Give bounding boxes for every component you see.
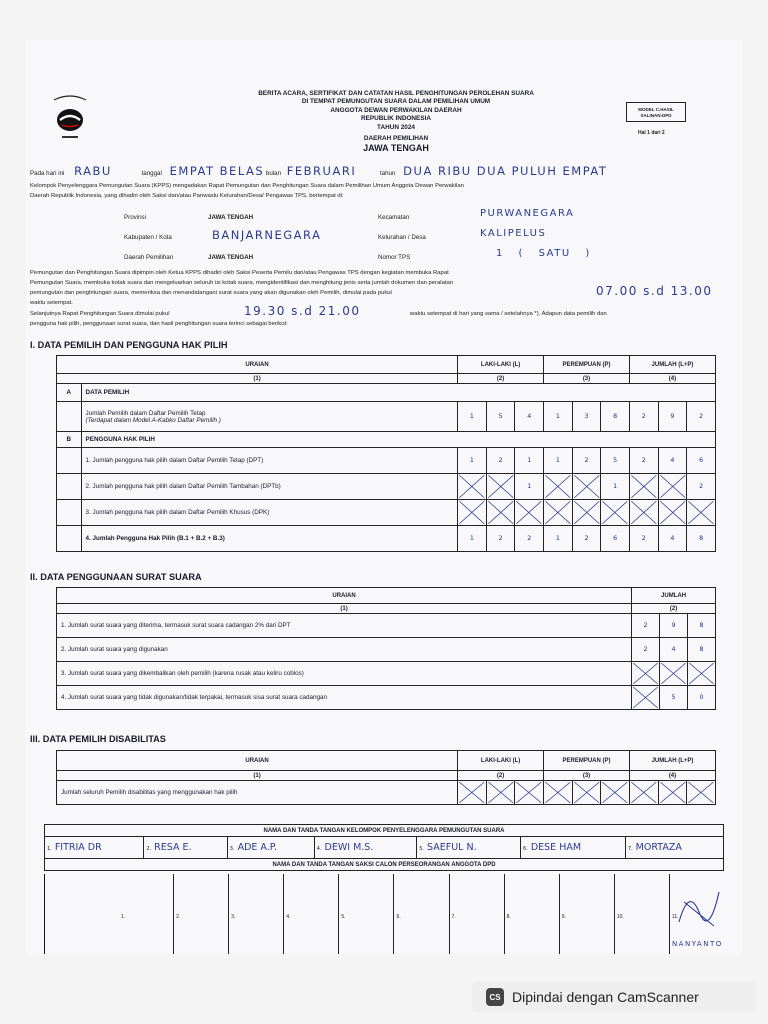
saksi-cell[interactable]: 10.	[615, 874, 670, 954]
tps-label: Nomor TPS	[378, 254, 411, 261]
kpps-signature[interactable]: 5. SAEFUL N.	[417, 837, 521, 859]
digit-cell[interactable]: 2	[687, 474, 716, 500]
crossed-cell	[601, 500, 630, 526]
intro-text-2: Daerah Republik Indonesia, yang dihadiri oleh Saksi dan/atau Panwaslu Kelurahan/Desa/ Pengawas TPS, bertempat di:	[30, 193, 344, 199]
cross-mark-icon	[487, 781, 515, 804]
cross-mark-icon	[687, 500, 715, 525]
row-label: 4. Jumlah Pengguna Hak Pilih (B.1 + B.2 + B.3)	[81, 526, 458, 552]
crossed-cell	[572, 474, 601, 500]
kelurahan-label: Kelurahan / Desa	[378, 234, 426, 241]
table-surat-suara	[56, 587, 716, 710]
table-row	[57, 402, 716, 432]
digit-cell[interactable]: 9	[658, 402, 687, 432]
table-row	[57, 448, 716, 474]
digit-cell[interactable]: 8	[601, 402, 630, 432]
digit-cell[interactable]: 2	[629, 448, 658, 474]
crossed-cell	[458, 500, 487, 526]
digit-cell[interactable]: 8	[688, 614, 716, 638]
digit-cell[interactable]: 3	[572, 402, 601, 432]
cross-mark-icon	[601, 500, 629, 525]
para-time-2: 19.30 s.d 21.00	[244, 304, 361, 318]
daerah-value: JAWA TENGAH	[208, 254, 254, 261]
cross-mark-icon	[630, 500, 658, 525]
saksi-cell[interactable]: 11. NANYANTO	[670, 874, 724, 954]
cross-mark-icon	[544, 474, 572, 499]
crossed-cell	[632, 662, 660, 686]
signature-scribble	[674, 882, 724, 932]
col-uraian: URAIAN	[57, 588, 632, 604]
row-label: 1. Jumlah surat suara yang diterima, termasuk surat suara cadangan 2% dari DPT	[57, 614, 632, 638]
cross-mark-icon	[659, 781, 687, 804]
saksi-cell[interactable]: 3.	[229, 874, 284, 954]
digit-cell[interactable]: 5	[660, 686, 688, 710]
digit-cell[interactable]: 2	[486, 448, 515, 474]
digit-cell[interactable]: 1	[515, 474, 544, 500]
col-laki: LAKI-LAKI (L)	[458, 356, 544, 374]
crossed-cell	[458, 781, 487, 805]
crossed-cell	[486, 474, 515, 500]
section-code: A	[57, 384, 82, 402]
digit-cell[interactable]: 6	[601, 526, 630, 552]
row-label: 2. Jumlah pengguna hak pilih dalam Daftar Pemilih Tambahan (DPTb)	[81, 474, 458, 500]
table-row	[57, 474, 716, 500]
col-num: (1)	[57, 771, 458, 781]
cross-mark-icon	[688, 662, 715, 685]
cross-mark-icon	[601, 781, 629, 804]
table-row	[57, 614, 716, 638]
section-1-title: I. DATA PEMILIH DAN PENGGUNA HAK PILIH	[30, 340, 228, 350]
crossed-cell	[658, 781, 687, 805]
kpps-signature[interactable]: 2. RESA E.	[144, 837, 227, 859]
crossed-cell	[544, 474, 573, 500]
cross-mark-icon	[573, 500, 601, 525]
cross-mark-icon	[487, 500, 515, 525]
digit-cell[interactable]: 1	[458, 402, 487, 432]
digit-cell[interactable]: 1	[515, 448, 544, 474]
scanned-document	[26, 40, 742, 954]
cross-mark-icon	[573, 781, 601, 804]
digit-cell[interactable]: 8	[688, 638, 716, 662]
kpps-title: NAMA DAN TANDA TANGAN KELOMPOK PENYELENGGARA PEMUNGUTAN SUARA	[45, 825, 724, 837]
crossed-cell	[687, 781, 716, 805]
para-line-1: Pemungutan dan Penghitungan Suara dipimpin oleh Ketua KPPS dihadiri oleh Saksi Peserta Pemilu dan/atau Pengawas TPS dengan kegiatan membuka Rapat	[30, 270, 449, 276]
provinsi-label: Provinsi	[124, 214, 147, 221]
cross-mark-icon	[544, 500, 572, 525]
cross-mark-icon	[660, 662, 687, 685]
saksi-cell[interactable]: 6.	[394, 874, 449, 954]
crossed-cell	[544, 781, 573, 805]
crossed-cell	[688, 662, 716, 686]
crossed-cell	[572, 500, 601, 526]
table-row	[57, 781, 716, 805]
crossed-cell	[572, 781, 601, 805]
cross-mark-icon	[458, 781, 486, 804]
cross-mark-icon	[544, 781, 572, 804]
digit-cell[interactable]: 9	[660, 614, 688, 638]
row-label: Jumlah Pemilih dalam Daftar Pemilih Tetap (Terdapat dalam Model A-Kabko Daftar Pemilih )	[81, 402, 458, 432]
para-line-3: pemungutan dan penghitungan suara, memeriksa dan menandatangani surat suara yang akan digunakan oleh Pemilih, dimulai pada pukul	[30, 290, 392, 296]
saksi-cell[interactable]: 4.	[284, 874, 339, 954]
crossed-cell	[632, 686, 660, 710]
kelurahan-value: KALIPELUS	[480, 228, 547, 239]
digit-cell[interactable]: 4	[660, 638, 688, 662]
cross-mark-icon	[632, 662, 659, 685]
digit-cell[interactable]: 2	[687, 402, 716, 432]
table-row	[57, 638, 716, 662]
table-disabilitas	[56, 750, 716, 805]
crossed-cell	[515, 781, 544, 805]
cross-mark-icon	[573, 474, 601, 499]
digit-cell[interactable]: 2	[486, 526, 515, 552]
signature-table	[44, 824, 724, 871]
digit-cell[interactable]: 5	[601, 448, 630, 474]
digit-cell[interactable]: 8	[687, 526, 716, 552]
kpps-signature[interactable]: 4. DEWI M.S.	[314, 837, 417, 859]
digit-cell[interactable]: 2	[629, 526, 658, 552]
provinsi-value: JAWA TENGAH	[208, 214, 254, 221]
kpps-signature[interactable]: 3. ADE A.P.	[227, 837, 314, 859]
crossed-cell	[658, 500, 687, 526]
kecamatan-label: Kecamatan	[378, 214, 410, 221]
crossed-cell	[515, 500, 544, 526]
col-uraian: URAIAN	[57, 356, 458, 374]
table-data-pemilih	[56, 355, 716, 552]
crossed-cell	[544, 500, 573, 526]
document-title: BERITA ACARA, SERTIFIKAT DAN CATATAN HASIL PENGHITUNGAN PEROLEHAN SUARA DI TEMPAT PEMUNGUTAN SUARA DALAM PEMILIHAN UMUM ANGGOTA DEWAN PERWAKILAN DAERAH REPUBLIK INDONESIA TAHUN 2024 DAERAH PEMILIHAN JAWA TENGAH	[258, 90, 534, 154]
crossed-cell	[486, 500, 515, 526]
col-num: (2)	[632, 604, 716, 614]
watermark-text: Dipindai dengan CamScanner	[512, 989, 699, 1005]
digit-cell[interactable]: 1	[458, 526, 487, 552]
kpu-logo	[50, 92, 90, 142]
section-code: B	[57, 432, 82, 448]
para-line-4: waktu setempat.	[30, 300, 73, 306]
page-ref: Hal 1 dari 2	[638, 130, 665, 136]
cross-mark-icon	[630, 781, 658, 804]
digit-cell[interactable]: 2	[572, 448, 601, 474]
table-row	[57, 526, 716, 552]
cross-mark-icon	[458, 500, 486, 525]
row-label: 2. Jumlah surat suara yang digunakan	[57, 638, 632, 662]
saksi-cell[interactable]: 5.	[339, 874, 394, 954]
row-label: 4. Jumlah surat suara yang tidak digunakan/tidak terpakai, termasuk sisa surat suara cadangan	[57, 686, 632, 710]
cross-mark-icon	[458, 474, 486, 499]
cross-mark-icon	[659, 500, 687, 525]
col-num: (1)	[57, 604, 632, 614]
col-num: (2)	[458, 374, 544, 384]
tps-value: 1 ( SATU )	[496, 248, 591, 259]
cross-mark-icon	[632, 686, 659, 709]
crossed-cell	[658, 474, 687, 500]
crossed-cell	[486, 781, 515, 805]
saksi-title: NAMA DAN TANDA TANGAN SAKSI CALON PERSEORANGAN ANGGOTA DPD	[45, 859, 724, 871]
cross-mark-icon	[630, 474, 658, 499]
col-num: (2)	[458, 771, 544, 781]
table-row	[57, 500, 716, 526]
col-num: (4)	[629, 771, 715, 781]
digit-cell[interactable]: 5	[486, 402, 515, 432]
crossed-cell	[629, 474, 658, 500]
cross-mark-icon	[487, 474, 515, 499]
para-line-2: Pemungutan Suara, membuka kotak suara dan mengeluarkan seluruh isi kotak suara, mengidentifikasi dan menghitung jenis serta jumlah dokumen dan peralatan	[30, 280, 454, 286]
section-2-title: II. DATA PENGGUNAAN SURAT SUARA	[30, 572, 202, 582]
saksi-cell[interactable]: 1.	[45, 874, 174, 954]
cross-mark-icon	[659, 474, 687, 499]
row-label: Jumlah seluruh Pemilih disabilitas yang menggunakan hak pilih	[57, 781, 458, 805]
digit-cell[interactable]: 4	[658, 526, 687, 552]
section-3-title: III. DATA PEMILIH DISABILITAS	[30, 734, 166, 744]
scanner-watermark	[472, 982, 756, 1012]
crossed-cell	[601, 781, 630, 805]
crossed-cell	[629, 781, 658, 805]
kpps-signature-row	[45, 837, 724, 859]
digit-cell[interactable]: 2	[629, 402, 658, 432]
digit-cell[interactable]: 1	[601, 474, 630, 500]
para-line-5a: Selanjutnya Rapat Penghitungan Suara dimulai pukul	[30, 311, 170, 317]
saksi-cell[interactable]: 7.	[450, 874, 505, 954]
digit-cell[interactable]: 2	[632, 638, 660, 662]
para-line-6: pengguna hak pilih, penggunaan surat suara, dan hasil penghitungan suara terinci sebagai berikut:	[30, 321, 288, 327]
digit-cell[interactable]: 4	[658, 448, 687, 474]
cross-mark-icon	[687, 781, 715, 804]
col-num: (3)	[544, 374, 630, 384]
col-num: (1)	[57, 374, 458, 384]
row-label: 3. Jumlah pengguna hak pilih dalam Daftar Pemilih Khusus (DPK)	[81, 500, 458, 526]
row-label: 1. Jumlah pengguna hak pilih dalam Daftar Pemilih Tetap (DPT)	[81, 448, 458, 474]
col-jumlah: JUMLAH (L+P)	[629, 356, 715, 374]
para-line-5b: waktu setempat di hari yang sama / setelahnya *). Adapun data pemilih dan	[410, 311, 607, 317]
digit-cell[interactable]: 0	[688, 686, 716, 710]
col-num: (3)	[544, 771, 630, 781]
digit-cell[interactable]: 2	[632, 614, 660, 638]
daerah-label: Daerah Pemilihan	[124, 254, 174, 261]
camscanner-logo: CS	[486, 988, 504, 1006]
table-row	[57, 662, 716, 686]
digit-cell[interactable]: 2	[572, 526, 601, 552]
saksi-cell[interactable]: 8.	[505, 874, 560, 954]
model-box: MODEL C.HASIL SALINAN-DPD	[626, 102, 686, 122]
cross-mark-icon	[515, 500, 543, 525]
saksi-cell[interactable]: 2.	[174, 874, 229, 954]
digit-cell[interactable]: 6	[687, 448, 716, 474]
col-num: (4)	[629, 374, 715, 384]
digit-cell[interactable]: 1	[458, 448, 487, 474]
col-laki: LAKI-LAKI (L)	[458, 751, 544, 771]
crossed-cell	[687, 500, 716, 526]
col-jumlah: JUMLAH (L+P)	[629, 751, 715, 771]
cross-mark-icon	[515, 781, 543, 804]
table-row	[57, 686, 716, 710]
crossed-cell	[660, 662, 688, 686]
row-label: 3. Jumlah surat suara yang dikembalikan oleh pemilih (karena rusak atau keliru coblos)	[57, 662, 632, 686]
col-perempuan: PEREMPUAN (P)	[544, 356, 630, 374]
digit-cell[interactable]: 4	[515, 402, 544, 432]
saksi-cell[interactable]: 9.	[560, 874, 615, 954]
kpps-signature[interactable]: 6. DESE HAM	[521, 837, 626, 859]
col-uraian: URAIAN	[57, 751, 458, 771]
row-title: PENGGUNA HAK PILIH	[81, 432, 715, 448]
intro-line: Pada hari ini RABU tanggal EMPAT BELAS bulan FEBRUARI tahun DUA RIBU DUA PULUH EMPAT	[30, 164, 608, 178]
crossed-cell	[458, 474, 487, 500]
digit-cell[interactable]: 2	[515, 526, 544, 552]
col-perempuan: PEREMPUAN (P)	[544, 751, 630, 771]
saksi-grid	[44, 874, 724, 954]
kpps-signature[interactable]: 7. MORTAZA	[625, 837, 723, 859]
digit-cell[interactable]: 1	[544, 448, 573, 474]
digit-cell[interactable]: 1	[544, 526, 573, 552]
kecamatan-value: PURWANEGARA	[480, 208, 575, 219]
kpps-signature[interactable]: 1. FITRIA DR	[45, 837, 144, 859]
row-title: DATA PEMILIH	[81, 384, 715, 402]
kabupaten-label: Kabupaten / Kota	[124, 234, 172, 241]
digit-cell[interactable]: 1	[544, 402, 573, 432]
para-time-1: 07.00 s.d 13.00	[596, 284, 713, 298]
kabupaten-value: BANJARNEGARA	[212, 228, 322, 242]
col-jumlah: JUMLAH	[632, 588, 716, 604]
intro-text-1: Kelompok Penyelenggara Pemungutan Suara (KPPS) mengadakan Rapat Pemungutan dan Penghitungan Suara dalam Pemilihan Umum Anggota Dewan Perwakilan	[30, 183, 464, 189]
crossed-cell	[629, 500, 658, 526]
